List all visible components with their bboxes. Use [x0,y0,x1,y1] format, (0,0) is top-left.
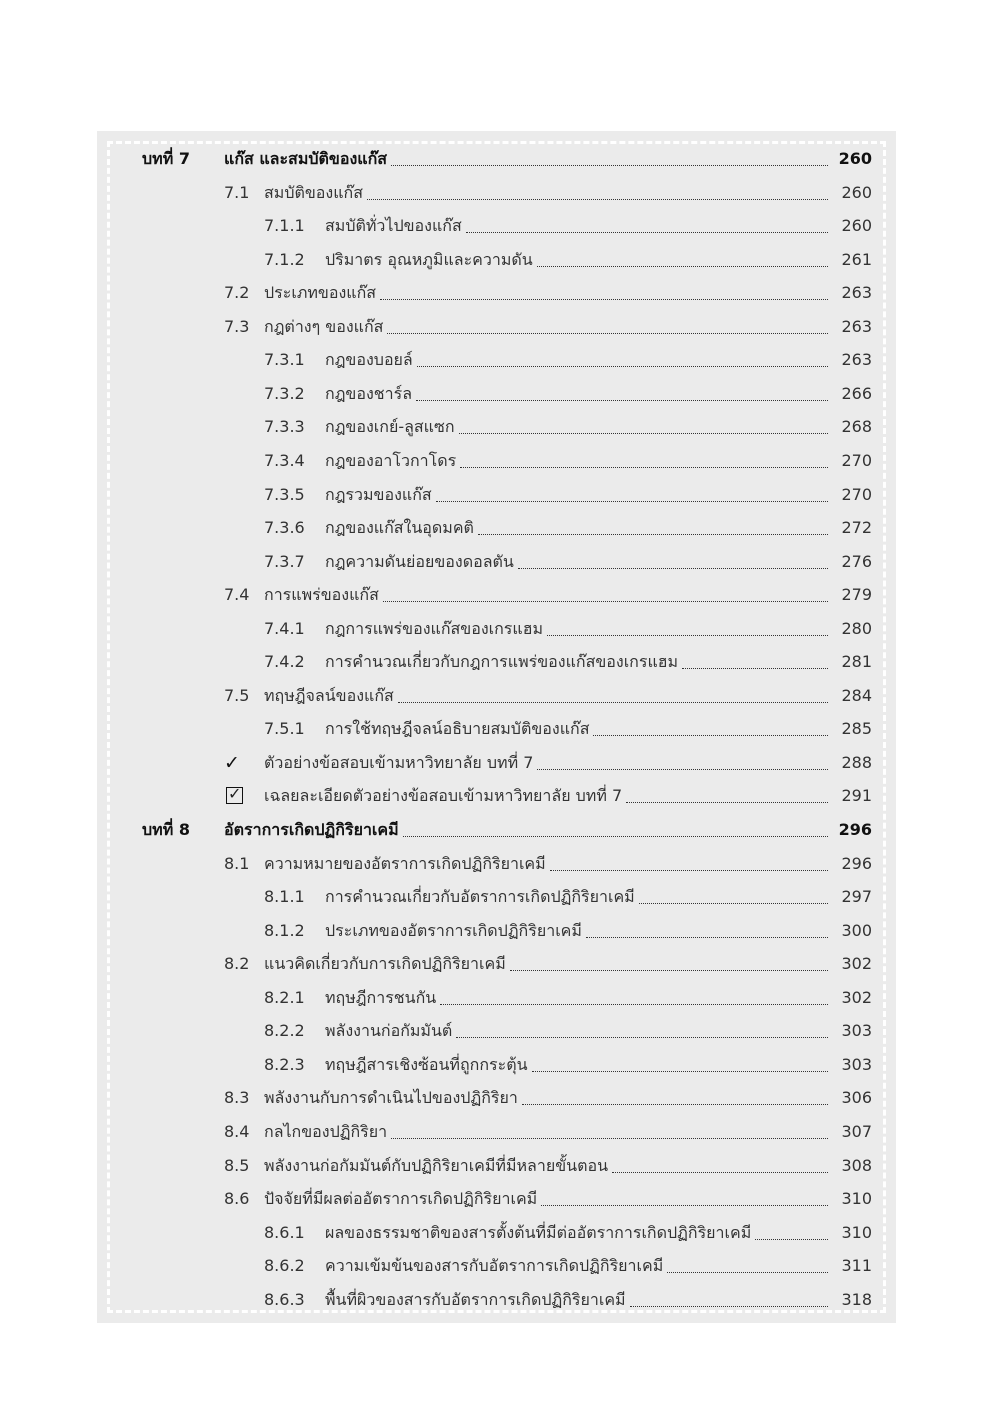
entry-title: อัตราการเกิดปฏิกิริยาเคมี [224,820,399,839]
page-number: 311 [841,1256,872,1276]
chapter-label: บทที่ 8 [142,820,190,839]
page-number: 263 [841,350,872,370]
entry-title: กฎของบอยล์ [325,350,413,370]
section-number: 8.6 [224,1189,250,1209]
subsection-number: 7.3.5 [264,484,305,504]
subsection-number: 8.2.3 [264,1054,305,1074]
dot-leader [440,1004,828,1005]
page-number: 279 [841,585,872,605]
section-number: 7.1 [224,182,250,202]
entry-title: ความเข้มข้นของสารกับอัตราการเกิดปฏิกิริยาเคมี [325,1256,664,1276]
page-number: 263 [841,283,872,303]
toc-entry[interactable] [97,614,896,644]
toc-entry[interactable] [97,211,896,241]
page-number: 260 [841,182,872,202]
page-number: 302 [841,954,872,974]
section-number: 7.5 [224,685,250,705]
entry-title: ทฤษฎีการชนกัน [325,987,437,1007]
dot-leader [518,568,828,569]
toc-entry[interactable] [97,412,896,442]
page-number: 270 [841,450,872,470]
entry-title: กฎของเกย์-ลูสแซก [325,417,455,437]
dot-leader [466,232,828,233]
dot-leader [456,1037,828,1038]
subsection-number: 8.2.1 [264,987,305,1007]
subsection-number: 7.5.1 [264,719,305,739]
dot-leader [522,1104,828,1105]
subsection-number: 8.6.3 [264,1289,305,1309]
page-number: 296 [841,853,872,873]
page-number: 263 [841,316,872,336]
entry-title: แก๊ส และสมบัติของแก๊ส [224,149,388,168]
page-number: 303 [841,1021,872,1041]
section-number: 7.3 [224,316,250,336]
dot-leader [547,635,828,636]
entry-title: กฎของแก๊สในอุดมคติ [325,518,474,538]
page-number: 260 [838,149,872,168]
dot-leader [367,199,828,200]
section-number: 8.5 [224,1155,250,1175]
subsection-number: 8.2.2 [264,1021,305,1041]
dot-leader [459,433,828,434]
page-number: 310 [841,1189,872,1209]
toc-entry[interactable] [97,144,896,174]
subsection-number: 7.4.2 [264,652,305,672]
subsection-number: 7.3.4 [264,450,305,470]
dot-leader [586,937,828,938]
page-number: 297 [841,887,872,907]
entry-title: ทฤษฎีสารเชิงซ้อนที่ถูกกระตุ้น [325,1054,528,1074]
toc-entry[interactable] [97,849,896,879]
dot-leader [391,165,828,166]
dot-leader [630,1306,828,1307]
toc-entry[interactable] [97,278,896,308]
dot-leader [541,1205,828,1206]
subsection-number: 7.4.1 [264,618,305,638]
toc-entry[interactable] [97,781,896,811]
entry-title: ประเภทของอัตราการเกิดปฏิกิริยาเคมี [325,920,582,940]
dot-leader [380,299,828,300]
toc-entry[interactable] [97,681,896,711]
entry-title: กลไกของปฏิกิริยา [264,1121,388,1141]
toc-entry[interactable] [97,580,896,610]
toc-entry[interactable] [97,916,896,946]
dot-leader [478,534,828,535]
page-number: 288 [841,752,872,772]
page-number: 306 [841,1088,872,1108]
dot-leader [416,400,828,401]
toc-entry[interactable] [97,1184,896,1214]
entry-title: กฎของอาโวกาโดร [325,450,457,470]
page-number: 266 [841,383,872,403]
subsection-number: 7.3.6 [264,518,305,538]
toc-entry[interactable] [97,714,896,744]
page-number: 303 [841,1054,872,1074]
entry-title: กฎความดันย่อยของดอลตัน [325,551,514,571]
toc-entry[interactable] [97,480,896,510]
page-number: 296 [838,820,872,839]
section-number: 8.1 [224,853,250,873]
dot-leader [639,903,828,904]
entry-title: กฎของชาร์ล [325,383,413,403]
subsection-number: 7.3.3 [264,417,305,437]
dot-leader [398,702,828,703]
dot-leader [612,1172,828,1173]
checkbox-tick: ✓ [228,784,242,804]
dot-leader [510,970,828,971]
page-number: 276 [841,551,872,571]
dot-leader [403,836,828,837]
page-number: 307 [841,1121,872,1141]
toc-entry[interactable] [97,1016,896,1046]
toc-entry[interactable] [97,1151,896,1181]
subsection-number: 8.1.1 [264,887,305,907]
entry-title: ทฤษฎีจลน์ของแก๊ส [264,685,394,705]
subsection-number: 7.1.1 [264,216,305,236]
page-number: 302 [841,987,872,1007]
toc-entry[interactable] [97,245,896,275]
entry-title: กฎต่างๆ ของแก๊ส [264,316,384,336]
page-number: 284 [841,685,872,705]
section-number: 8.3 [224,1088,250,1108]
toc-entry[interactable] [97,1083,896,1113]
toc-entry[interactable] [97,815,896,845]
toc-entry[interactable] [97,1251,896,1281]
checkbox-icon [226,784,243,804]
toc-entry[interactable] [97,949,896,979]
entry-title: การคำนวณเกี่ยวกับอัตราการเกิดปฏิกิริยาเคมี [325,887,635,907]
subsection-number: 8.6.2 [264,1256,305,1276]
subsection-number: 8.6.1 [264,1222,305,1242]
entry-title: การใช้ทฤษฎีจลน์อธิบายสมบัติของแก๊ส [325,719,590,739]
entry-title: สมบัติทั่วไปของแก๊ส [325,216,462,236]
entry-title: กฎรวมของแก๊ส [325,484,432,504]
section-number: 7.4 [224,585,250,605]
entry-title: ตัวอย่างข้อสอบเข้ามหาวิทยาลัย บทที่ 7 [264,752,534,772]
dot-leader [626,802,828,803]
subsection-number: 7.3.1 [264,350,305,370]
page-number: 270 [841,484,872,504]
page-number: 261 [841,249,872,269]
page-number: 285 [841,719,872,739]
entry-title: พื้นที่ผิวของสารกับอัตราการเกิดปฏิกิริยาเคมี [325,1289,626,1309]
entry-title: พลังงานกับการดำเนินไปของปฏิกิริยา [264,1088,518,1108]
entry-title: การคำนวณเกี่ยวกับกฎการแพร่ของแก๊สของเกรแฮม [325,652,679,672]
toc-entry[interactable] [97,178,896,208]
toc-entry[interactable] [97,748,896,778]
checkmark-icon: ✓ [224,751,240,774]
page-number: 318 [841,1289,872,1309]
subsection-number: 8.1.2 [264,920,305,940]
page-number: 281 [841,652,872,672]
dot-leader [417,366,828,367]
page-number: 308 [841,1155,872,1175]
toc-entry[interactable] [97,446,896,476]
toc-entry[interactable] [97,312,896,342]
page-number: 300 [841,920,872,940]
entry-title: การแพร่ของแก๊ส [264,585,379,605]
dot-leader [387,333,828,334]
entry-title: กฎการแพร่ของแก๊สของเกรแฮม [325,618,544,638]
page-number: 268 [841,417,872,437]
page-number: 260 [841,216,872,236]
toc-entry[interactable] [97,882,896,912]
section-number: 8.4 [224,1121,250,1141]
dot-leader [682,668,828,669]
toc-entry[interactable] [97,647,896,677]
entry-title: ผลของธรรมชาติของสารตั้งต้นที่มีต่ออัตราการเกิดปฏิกิริยาเคมี [325,1222,752,1242]
page-number: 310 [841,1222,872,1242]
entry-title: ประเภทของแก๊ส [264,283,377,303]
toc-entry[interactable] [97,513,896,543]
entry-title: ความหมายของอัตราการเกิดปฏิกิริยาเคมี [264,853,546,873]
dot-leader [667,1272,828,1273]
entry-title: ปัจจัยที่มีผลต่ออัตราการเกิดปฏิกิริยาเคมี [264,1189,538,1209]
entry-title: ปริมาตร อุณหภูมิและความดัน [325,249,533,269]
dot-leader [537,769,828,770]
subsection-number: 7.3.7 [264,551,305,571]
dot-leader [460,467,828,468]
entry-title: พลังงานก่อกัมมันต์ [325,1021,453,1041]
toc-entry[interactable] [97,1285,896,1315]
page-number: 272 [841,518,872,538]
page-number: 280 [841,618,872,638]
dot-leader [550,870,828,871]
section-number: 7.2 [224,283,250,303]
toc-entry[interactable] [97,1050,896,1080]
dot-leader [532,1071,828,1072]
dot-leader [593,735,828,736]
subsection-number: 7.3.2 [264,383,305,403]
entry-title: พลังงานก่อกัมมันต์กับปฏิกิริยาเคมีที่มีหลายขั้นตอน [264,1155,609,1175]
toc-entry[interactable] [97,547,896,577]
section-number: 8.2 [224,954,250,974]
toc-entry[interactable] [97,983,896,1013]
toc-entry[interactable] [97,1117,896,1147]
dot-leader [537,266,828,267]
dot-leader [391,1138,828,1139]
page-number: 291 [841,786,872,806]
dot-leader [436,501,828,502]
entry-title: สมบัติของแก๊ส [264,182,363,202]
chapter-label: บทที่ 7 [142,149,190,168]
toc-entry[interactable] [97,379,896,409]
subsection-number: 7.1.2 [264,249,305,269]
dot-leader [383,601,828,602]
dot-leader [755,1239,828,1240]
entry-title: เฉลยละเอียดตัวอย่างข้อสอบเข้ามหาวิทยาลัย บทที่ 7 [264,786,623,806]
toc-panel [97,131,896,1323]
entry-title: แนวคิดเกี่ยวกับการเกิดปฏิกิริยาเคมี [264,954,506,974]
toc-entry[interactable] [97,345,896,375]
toc-entry[interactable] [97,1218,896,1248]
